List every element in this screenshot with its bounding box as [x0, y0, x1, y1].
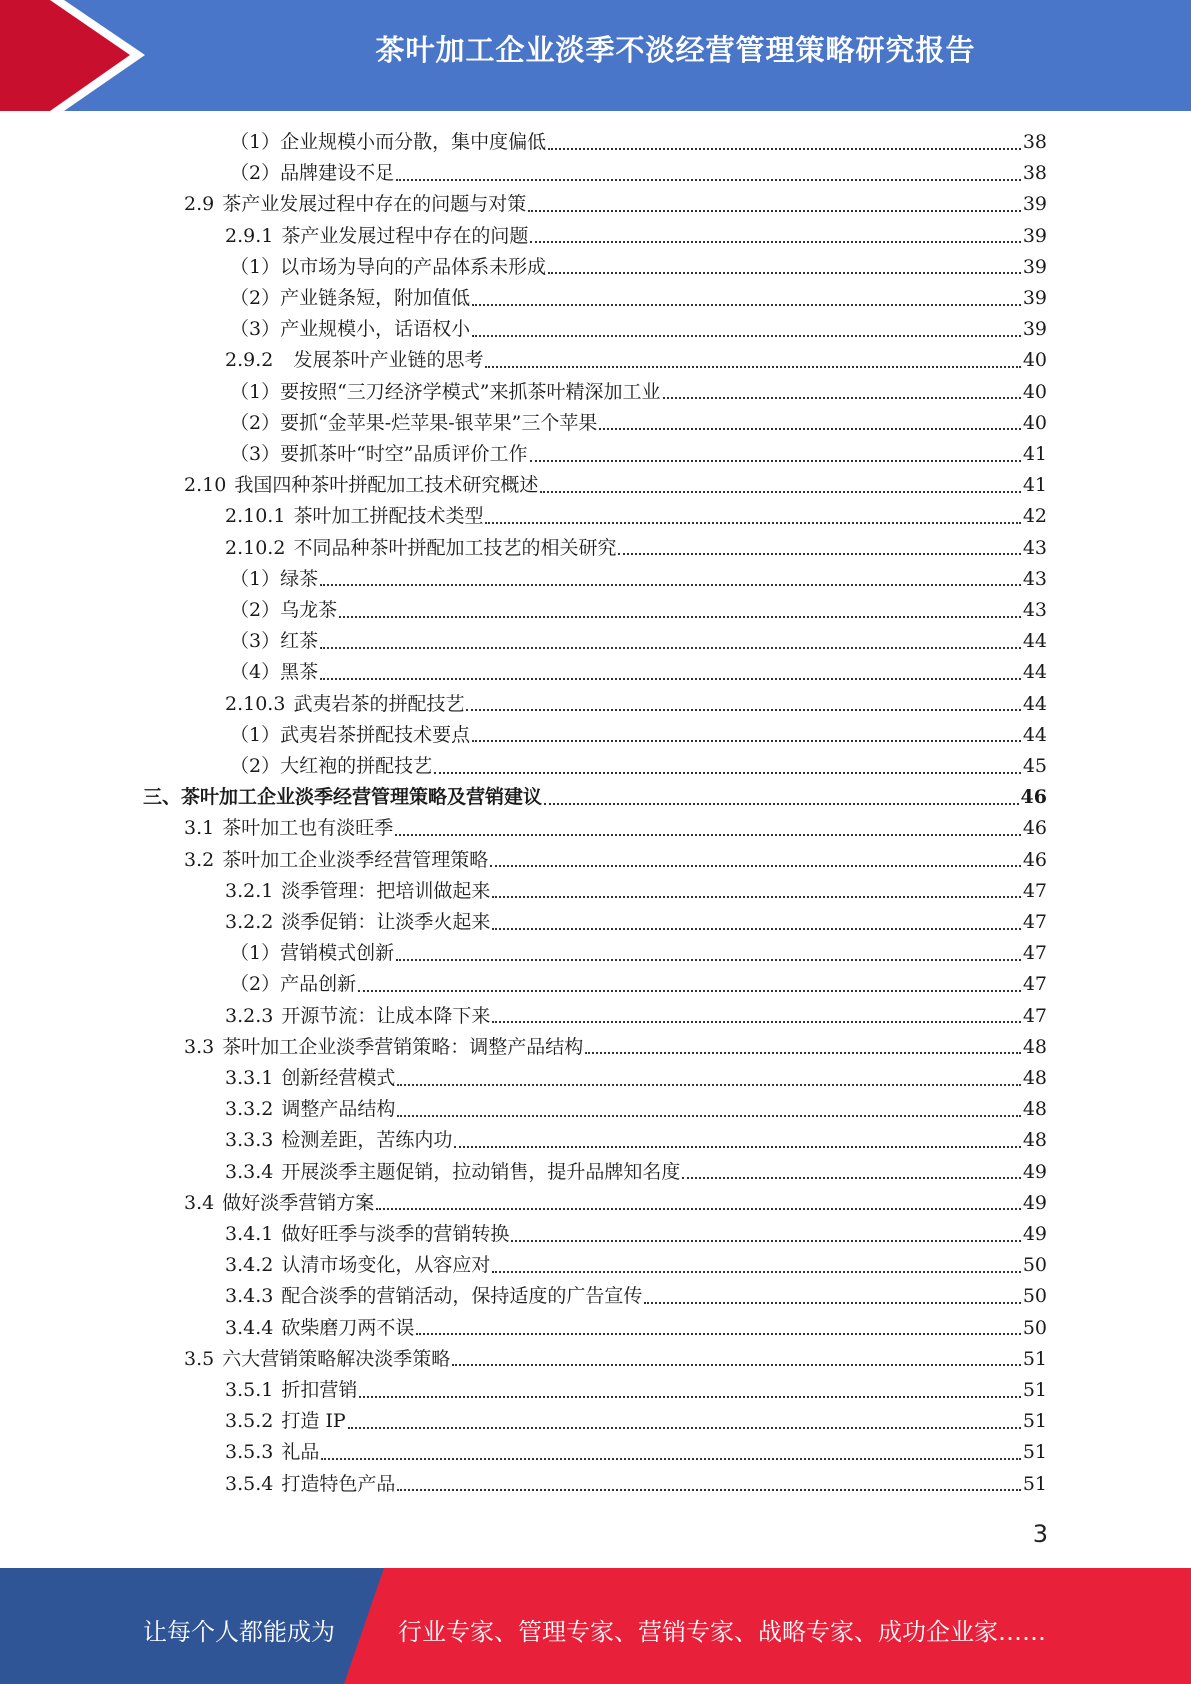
- toc-entry[interactable]: [230, 314, 1047, 345]
- toc-entry-title: 配合淡季的营销活动，保持适度的广告宣传: [281, 1285, 643, 1308]
- toc-entry-page: 44: [1022, 661, 1047, 684]
- toc-entry[interactable]: [225, 1406, 1047, 1437]
- toc-leader-dots: [454, 1146, 1020, 1148]
- toc-entry-title: 品牌建设不足: [280, 162, 395, 185]
- toc-entry-number: 3.5: [184, 1347, 215, 1370]
- toc-entry-title: 淡季管理：把培训做起来: [281, 879, 491, 902]
- toc-entry-page: 48: [1022, 1035, 1047, 1058]
- toc-entry[interactable]: [230, 657, 1047, 688]
- toc-leader-dots: [544, 803, 1019, 805]
- toc-entry[interactable]: [230, 377, 1047, 408]
- toc-entry-number: 3.5.1: [225, 1379, 274, 1401]
- page-number: 3: [1032, 1520, 1048, 1548]
- toc-leader-dots: [396, 179, 1021, 181]
- toc-entry-page: 47: [1022, 1004, 1047, 1027]
- toc-entry[interactable]: [225, 1001, 1047, 1032]
- toc-entry-title: 茶叶加工拼配技术类型: [293, 505, 484, 528]
- toc-entry-number: （2）: [230, 755, 281, 777]
- toc-entry-title: 乌龙茶: [280, 599, 338, 621]
- toc-entry-number: 3.1: [184, 817, 215, 840]
- toc-entry[interactable]: [225, 1250, 1047, 1281]
- toc-entry-title: 产业链条短，附加值低: [280, 287, 471, 309]
- toc-entry-number: （2）: [230, 973, 281, 996]
- toc-entry-number: 3.3.1: [225, 1067, 274, 1089]
- toc-entry[interactable]: [225, 689, 1047, 720]
- toc-entry-title: 产品创新: [280, 973, 357, 996]
- toc-entry-title: 茶产业发展过程中存在的问题: [281, 224, 529, 247]
- toc-entry-page: 50: [1022, 1285, 1047, 1308]
- toc-leader-dots: [490, 865, 1021, 867]
- toc-entry-number: 三、: [143, 786, 182, 809]
- toc-entry-number: （3）: [230, 318, 281, 341]
- toc-entry-title: 以市场为导向的产品体系未形成: [280, 255, 547, 278]
- toc-entry[interactable]: [225, 1375, 1047, 1406]
- toc-entry-title: 礼品: [281, 1441, 320, 1464]
- toc-entry-page: 40: [1022, 380, 1047, 403]
- toc-entry-title: 六大营销策略解决淡季策略: [222, 1347, 451, 1370]
- toc-entry[interactable]: [225, 501, 1047, 532]
- toc-leader-dots: [472, 335, 1021, 337]
- toc-entry-title: 我国四种茶叶拼配加工技术研究概述: [234, 474, 539, 497]
- toc-entry-number: 3.3.2: [225, 1098, 274, 1121]
- toc-entry-page: 39: [1022, 193, 1047, 216]
- toc-entry-title: 调整产品结构: [281, 1098, 396, 1121]
- toc-entry-number: 2.10.3: [225, 692, 286, 715]
- report-title: 茶叶加工企业淡季不淡经营管理策略研究报告: [375, 33, 976, 67]
- toc-entry-title: 红茶: [280, 630, 319, 653]
- toc-entry-number: （3）: [230, 630, 281, 653]
- toc-entry-title: 企业规模小而分散，集中度偏低: [280, 131, 547, 153]
- toc-entry-title: 折扣营销: [281, 1379, 358, 1401]
- toc-entry-title: 发展茶叶产业链的思考: [281, 349, 484, 372]
- toc-entry-number: 2.10.2: [225, 536, 286, 559]
- toc-entry-title: 茶产业发展过程中存在的问题与对策: [222, 193, 527, 216]
- toc-leader-dots: [492, 928, 1020, 930]
- toc-entry-number: 3.4.1: [225, 1223, 274, 1245]
- page-header: [0, 0, 1191, 111]
- toc-entry-page: 47: [1022, 911, 1047, 933]
- toc-leader-dots: [452, 1364, 1021, 1366]
- toc-entry-number: （3）: [230, 443, 281, 465]
- toc-entry-title: 做好旺季与淡季的营销转换: [281, 1223, 510, 1245]
- toc-entry-number: （4）: [230, 661, 281, 684]
- toc-entry-title: 开源节流：让成本降下来: [281, 1004, 491, 1027]
- toc-leader-dots: [528, 210, 1021, 212]
- toc-entry[interactable]: [230, 408, 1047, 439]
- toc-leader-dots: [466, 709, 1020, 711]
- toc-entry-page: 47: [1022, 942, 1047, 965]
- toc-leader-dots: [321, 1458, 1020, 1460]
- header-arrow-icon: [0, 0, 160, 111]
- toc-entry[interactable]: [184, 1032, 1047, 1063]
- toc-leader-dots: [397, 1489, 1020, 1491]
- toc-entry-title: 检测差距，苦练内功: [281, 1129, 453, 1152]
- toc-entry-title: 打造 IP: [281, 1410, 346, 1433]
- toc-entry-number: （2）: [230, 411, 281, 434]
- toc-leader-dots: [397, 1115, 1020, 1117]
- toc-entry-page: 48: [1022, 1098, 1047, 1121]
- toc-entry-number: 3.4.4: [225, 1316, 274, 1339]
- toc-entry-title: 淡季促销：让淡季火起来: [281, 911, 491, 933]
- toc-entry-title: 茶叶加工企业淡季经营管理策略及营销建议: [181, 786, 543, 809]
- toc-entry-number: 3.5.3: [225, 1441, 274, 1464]
- toc-leader-dots: [548, 148, 1021, 150]
- toc-entry[interactable]: [230, 564, 1047, 595]
- toc-entry-page: 47: [1022, 973, 1047, 996]
- toc-leader-dots: [492, 896, 1020, 898]
- toc-entry[interactable]: [143, 782, 1047, 813]
- toc-entry[interactable]: [184, 1344, 1047, 1375]
- toc-entry-page: 39: [1022, 287, 1047, 309]
- toc-entry-number: （2）: [230, 287, 281, 309]
- toc-entry-page: 43: [1022, 567, 1047, 590]
- toc-leader-dots: [530, 241, 1020, 243]
- toc-leader-dots: [585, 1052, 1021, 1054]
- toc-entry-page: 40: [1022, 411, 1047, 434]
- toc-entry-page: 44: [1022, 692, 1047, 715]
- toc-entry-number: 2.9: [184, 193, 215, 216]
- toc-entry-title: 要按照“三刀经济学模式”来抓茶叶精深加工业: [280, 380, 661, 403]
- toc-entry-page: 38: [1022, 131, 1047, 153]
- toc-entry-number: 3.4.3: [225, 1285, 274, 1308]
- toc-entry-number: （1）: [230, 942, 281, 965]
- toc-entry[interactable]: [225, 221, 1047, 252]
- toc-entry-page: 49: [1022, 1223, 1047, 1245]
- toc-entry-page: 43: [1022, 599, 1047, 621]
- toc-entry[interactable]: [225, 1094, 1047, 1125]
- toc-entry-number: 3.4: [184, 1191, 215, 1214]
- toc-leader-dots: [618, 553, 1020, 555]
- toc-entry-page: 45: [1022, 755, 1047, 777]
- toc-entry-number: （1）: [230, 567, 281, 590]
- toc-entry[interactable]: [184, 1188, 1047, 1219]
- toc-entry-title: 茶叶加工企业淡季经营管理策略: [222, 848, 489, 871]
- toc-entry-number: 2.10: [184, 474, 227, 497]
- toc-entry-page: 49: [1022, 1191, 1047, 1214]
- toc-entry-number: 3.3: [184, 1035, 215, 1058]
- toc-leader-dots: [682, 1177, 1020, 1179]
- toc-entry[interactable]: [230, 127, 1047, 158]
- footer-slogan-left: 让每个人都能成为: [143, 1618, 335, 1646]
- toc-entry-title: 要抓“金苹果-烂苹果-银苹果”三个苹果: [280, 411, 598, 434]
- toc-entry-title: 武夷岩茶的拼配技艺: [293, 692, 465, 715]
- toc-entry-page: 44: [1022, 630, 1047, 653]
- toc-entry-page: 48: [1022, 1067, 1047, 1089]
- toc-entry-number: （1）: [230, 380, 281, 403]
- toc-entry-page: 41: [1022, 443, 1047, 465]
- toc-entry-page: 51: [1022, 1379, 1047, 1401]
- toc-leader-dots: [416, 1333, 1020, 1335]
- toc-entry-number: 2.9.2: [225, 349, 274, 372]
- toc-entry-title: 打造特色产品: [281, 1472, 396, 1495]
- toc-entry-title: 黑茶: [280, 661, 319, 684]
- toc-leader-dots: [396, 959, 1021, 961]
- toc-entry-number: 3.2: [184, 848, 215, 871]
- toc-leader-dots: [540, 491, 1020, 493]
- toc-entry-page: 44: [1022, 723, 1047, 746]
- toc-leader-dots: [492, 1021, 1020, 1023]
- toc-leader-dots: [395, 834, 1021, 836]
- toc-entry-title: 不同品种茶叶拼配加工技艺的相关研究: [293, 536, 617, 559]
- toc-entry[interactable]: [225, 1219, 1047, 1250]
- toc-entry-number: 2.10.1: [225, 505, 286, 528]
- toc-entry-page: 38: [1022, 162, 1047, 185]
- toc-entry-page: 50: [1022, 1254, 1047, 1277]
- toc-entry-page: 51: [1022, 1472, 1047, 1495]
- page-footer: [0, 1568, 1191, 1684]
- toc-leader-dots: [472, 740, 1021, 742]
- toc-entry[interactable]: [184, 470, 1047, 501]
- toc-entry-title: 开展淡季主题促销，拉动销售，提升品牌知名度: [281, 1160, 681, 1183]
- toc-entry[interactable]: [184, 813, 1047, 844]
- toc-entry[interactable]: [230, 283, 1047, 314]
- toc-entry-page: 39: [1022, 318, 1047, 341]
- toc-entry[interactable]: [225, 907, 1047, 938]
- toc-entry-title: 砍柴磨刀两不误: [281, 1316, 415, 1339]
- toc-entry-title: 要抓茶叶“时空”品质评价工作: [280, 443, 528, 465]
- toc-leader-dots: [548, 272, 1021, 274]
- toc-entry-number: （2）: [230, 599, 281, 621]
- toc-entry-page: 43: [1022, 536, 1047, 559]
- toc-entry[interactable]: [225, 1125, 1047, 1156]
- toc-entry[interactable]: [225, 345, 1047, 376]
- toc-entry-page: 47: [1022, 879, 1047, 902]
- toc-entry-page: 51: [1022, 1441, 1047, 1464]
- toc-leader-dots: [348, 1427, 1021, 1429]
- toc-entry-number: （1）: [230, 131, 281, 153]
- toc-leader-dots: [358, 990, 1021, 992]
- toc-leader-dots: [492, 1271, 1020, 1273]
- toc-entry-number: （1）: [230, 723, 281, 746]
- toc-leader-dots: [485, 366, 1020, 368]
- toc-entry-title: 绿茶: [280, 567, 319, 590]
- toc-entry[interactable]: [230, 969, 1047, 1000]
- toc-entry[interactable]: [230, 938, 1047, 969]
- toc-leader-dots: [530, 460, 1021, 462]
- toc-leader-dots: [397, 1084, 1020, 1086]
- toc-entry[interactable]: [230, 158, 1047, 189]
- toc-entry-page: 48: [1022, 1129, 1047, 1152]
- toc-entry-title: 创新经营模式: [281, 1067, 396, 1089]
- toc-entry-number: 3.3.4: [225, 1160, 274, 1183]
- toc-entry[interactable]: [225, 1437, 1047, 1468]
- toc-entry[interactable]: [230, 252, 1047, 283]
- toc-leader-dots: [320, 584, 1021, 586]
- toc-entry[interactable]: [230, 751, 1047, 782]
- toc-entry-number: （2）: [230, 162, 281, 185]
- toc-entry-page: 42: [1022, 505, 1047, 528]
- toc-entry-title: 认清市场变化，从容应对: [281, 1254, 491, 1277]
- toc-entry-title: 武夷岩茶拼配技术要点: [280, 723, 471, 746]
- toc-leader-dots: [472, 304, 1021, 306]
- toc-entry[interactable]: [230, 720, 1047, 751]
- toc-entry[interactable]: [225, 1063, 1047, 1094]
- toc-entry-page: 49: [1022, 1160, 1047, 1183]
- toc-entry[interactable]: [225, 1469, 1047, 1500]
- toc-entry-title: 产业规模小，话语权小: [280, 318, 471, 341]
- toc-entry-page: 46: [1022, 848, 1047, 871]
- toc-leader-dots: [339, 616, 1021, 618]
- toc-entry-page: 51: [1022, 1347, 1047, 1370]
- toc-leader-dots: [644, 1302, 1020, 1304]
- toc-entry[interactable]: [230, 595, 1047, 626]
- toc-entry[interactable]: [184, 845, 1047, 876]
- toc-leader-dots: [359, 1396, 1020, 1398]
- toc-entry[interactable]: [225, 876, 1047, 907]
- toc-entry-page: 39: [1022, 255, 1047, 278]
- toc-entry[interactable]: [225, 533, 1047, 564]
- toc-entry-page: 46: [1022, 817, 1047, 840]
- toc-entry-page: 39: [1022, 224, 1047, 247]
- footer-slogan-right: 行业专家、管理专家、营销专家、战略专家、成功企业家……: [398, 1618, 1046, 1646]
- toc-entry-title: 茶叶加工也有淡旺季: [222, 817, 394, 840]
- toc-entry-page: 40: [1022, 349, 1047, 372]
- toc-entry-number: 3.3.3: [225, 1129, 274, 1152]
- toc-entry[interactable]: [225, 1281, 1047, 1312]
- toc-entry[interactable]: [225, 1157, 1047, 1188]
- toc-entry-number: 3.2.2: [225, 911, 274, 933]
- toc-leader-dots: [511, 1240, 1020, 1242]
- toc-entry-number: 3.2.1: [225, 879, 274, 902]
- toc-leader-dots: [320, 647, 1021, 649]
- toc-entry-page: 50: [1022, 1316, 1047, 1339]
- toc-entry-number: 3.4.2: [225, 1254, 274, 1277]
- toc-entry[interactable]: [230, 626, 1047, 657]
- toc-leader-dots: [376, 1208, 1021, 1210]
- toc-leader-dots: [485, 522, 1020, 524]
- toc-entry-title: 茶叶加工企业淡季营销策略：调整产品结构: [222, 1035, 584, 1058]
- toc-leader-dots: [663, 397, 1021, 399]
- toc-entry-number: （1）: [230, 255, 281, 278]
- toc-entry-title: 做好淡季营销方案: [222, 1191, 375, 1214]
- toc-entry-title: 营销模式创新: [280, 942, 395, 965]
- toc-entry[interactable]: [225, 1313, 1047, 1344]
- toc-leader-dots: [434, 772, 1021, 774]
- toc-entry-number: 3.5.2: [225, 1410, 274, 1433]
- toc-entry-page: 41: [1022, 474, 1047, 497]
- toc-entry-number: 3.2.3: [225, 1004, 274, 1027]
- toc-entry-title: 大红袍的拼配技艺: [280, 755, 433, 777]
- toc-leader-dots: [320, 678, 1021, 680]
- toc-entry[interactable]: [184, 189, 1047, 220]
- toc-entry[interactable]: [230, 439, 1047, 470]
- toc-entry-number: 3.5.4: [225, 1472, 274, 1495]
- toc-entry-page: 46: [1020, 786, 1047, 809]
- toc-leader-dots: [599, 428, 1020, 430]
- toc-entry-number: 2.9.1: [225, 224, 274, 247]
- toc-entry-page: 51: [1022, 1410, 1047, 1433]
